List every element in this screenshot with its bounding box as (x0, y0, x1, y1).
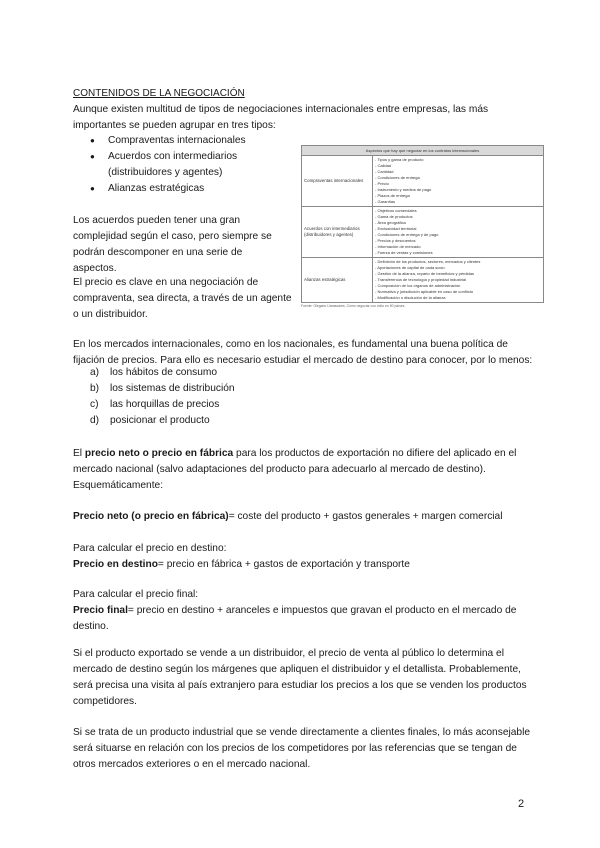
list-item: d) posicionar el producto (90, 415, 210, 426)
paragraph-distribuidor: Si el producto exportado se vende a un distribuidor, el precio de venta al público lo determina el mercado de destino según los márgenes que apliquen el distribuidor y el detallista. Probablemente, será precisa una visita al país extranjero para estudiar los precios a los que se venden los productos competidores. (73, 648, 527, 707)
paragraph-precio: El precio es clave en una negociación de compraventa, sea directa, a través de un agente o un distribuidor. (73, 277, 292, 320)
formula-precio-destino: Para calcular el precio en destino: Precio en destino= precio en fábrica + gastos de exportación y transporte (73, 543, 410, 570)
paragraph-industrial: Si se trata de un producto industrial que se vende directamente a clientes finales, lo más aconsejable será situarse en relación con los precios de los competidores por las referencias que se tengan de otros mercados exteriores o en el mercado nacional. (73, 727, 531, 770)
aspects-table-figure (301, 145, 544, 309)
formula-precio-neto: Precio neto (o precio en fábrica)= coste del producto + gastos generales + margen comercial (73, 511, 503, 522)
section-heading: CONTENIDOS DE LA NEGOCIACIÓN (73, 88, 245, 99)
formula-precio-final: Para calcular el precio final: Precio final= precio en destino + aranceles e impuestos que gravan el producto en el mercado de destino. (73, 589, 517, 632)
list-item: a) los hábitos de consumo (90, 367, 218, 378)
page-number: 2 (518, 798, 525, 810)
market-study-list (90, 365, 235, 429)
table-source: Fuente: Olegario Llamazares, Cómo negociar con éxito en 50 países (301, 304, 405, 308)
intro-paragraph: Aunque existen multitud de tipos de negociaciones internacionales entre empresas, las más importantes se pueden agrupar en tres tipos: (73, 104, 489, 131)
table-row (302, 156, 544, 207)
list-item: ● Alianzas estratégicas (90, 181, 290, 197)
paragraph-precio-neto: El precio neto o precio en fábrica para los productos de exportación no difiere del aplicado en el mercado nacional (salvo adaptaciones del producto para adecuarlo al mercado de destino). Esquemáticamente: (73, 448, 517, 491)
table-items: - Objetivos comerciales - Gama de productos - Área geográfica - Exclusividad territorial - Condiciones de entrega y de pago - Precios y descuentos - Información de mercado - Fuerza de ventas y comisiones (373, 207, 544, 258)
paragraph-acuerdos: Los acuerdos pueden tener una gran complejidad según el caso, pero siempre se podrán descomponer en una serie de aspectos. (73, 215, 272, 274)
table-category: Alianzas estratégicas (302, 258, 373, 303)
table-category: Acuerdos con intermediarios (distribuidores y agentes) (302, 207, 373, 258)
list-item: ● Acuerdos con intermediarios (distribuidores y agentes) (90, 149, 290, 181)
table-row (302, 207, 544, 258)
table-items: - Tipos y gama de producto - Calidad - Cantidad - Condiciones de entrega - Precio - Instrumento y medios de pago - Plazos de entrega - Garantías (373, 156, 544, 207)
table-title: Aspectos que hay que negociar en los contratos internacionales (302, 146, 544, 156)
table-category: Compraventas internacionales (302, 156, 373, 207)
aspects-table (301, 145, 544, 303)
list-item: ● Compraventas internacionales (90, 133, 290, 149)
list-item: c) las horquillas de precios (90, 399, 220, 410)
table-row (302, 258, 544, 303)
paragraph-mercados: En los mercados internacionales, como en los nacionales, es fundamental una buena política de fijación de precios. Para ello es necesario estudiar el mercado de destino para conocer, por lo menos: (73, 339, 533, 366)
negotiation-types-list (90, 133, 290, 197)
list-item: b) los sistemas de distribución (90, 383, 235, 394)
table-items: - Definición de los productos, sectores, mercados y clientes - Aportaciones de capital de cada socio - Gestión de la alianza, reparto de beneficios y pérdidas - Transferencia de tecnología y propiedad industrial - Composición de los órganos de administración - Normativa y jurisdicción aplicable en caso de conflicto - Modificación o disolución de la alianza (373, 258, 544, 303)
